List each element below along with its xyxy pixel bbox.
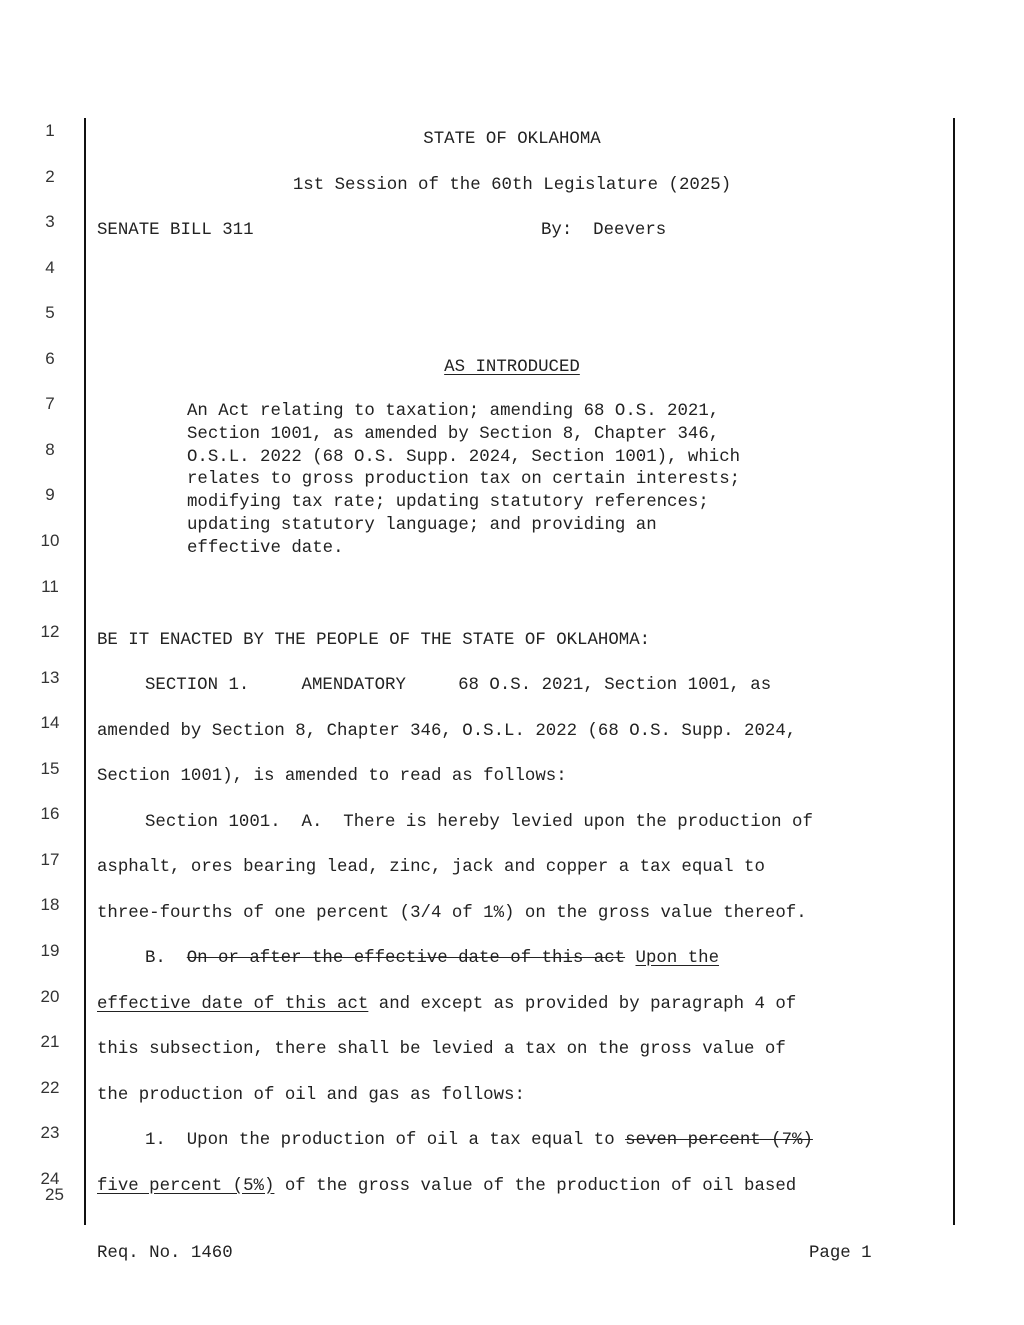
right-margin-rule <box>953 118 955 1225</box>
page-number: Page 1 <box>809 1244 872 1263</box>
enacting-clause: BE IT ENACTED BY THE PEOPLE OF THE STATE OF OKLAHOMA: <box>97 631 651 650</box>
cut-off-line-number: 25 <box>45 1185 64 1204</box>
body-text: 1. Upon the production of oil a tax equal to <box>145 1131 626 1150</box>
line-number: 11 <box>41 577 59 596</box>
state-heading: STATE OF OKLAHOMA <box>423 130 601 149</box>
line-number: 1 <box>45 121 55 140</box>
line-number: 15 <box>40 759 60 778</box>
body-line-24 <box>97 1176 796 1198</box>
line-number: 13 <box>40 668 60 687</box>
bill-author: By: Deevers <box>541 221 667 240</box>
line-number: 5 <box>45 303 55 322</box>
line-number: 8 <box>45 440 55 459</box>
body-line-14: amended by Section 8, Chapter 346, O.S.L. 2022 (68 O.S. Supp. 2024, <box>97 722 797 741</box>
body-line-20 <box>97 994 796 1016</box>
subsection-label: B. <box>145 949 187 968</box>
line-number: 19 <box>40 941 60 960</box>
added-text: effective date of this act <box>97 995 369 1014</box>
body-line-17: asphalt, ores bearing lead, zinc, jack and copper a tax equal to <box>97 858 765 877</box>
bill-title: An Act relating to taxation; amending 68 O.S. 2021, Section 1001, as amended by Section 8, Chapter 346, O.S.L. 2022 (68 O.S. Supp. 2024, Section 1001), which relates to gross production tax on certain interests; modifying tax rate; updating statutory references; updating statutory language; and providing an effective date. <box>187 402 741 558</box>
request-number: Req. No. 1460 <box>97 1244 233 1263</box>
line-number: 14 <box>40 713 60 732</box>
line-number: 10 <box>40 531 60 550</box>
left-margin-rule <box>84 118 86 1225</box>
body-line-22: the production of oil and gas as follows: <box>97 1086 525 1105</box>
line-number: 7 <box>45 394 55 413</box>
line-number: 3 <box>45 212 55 231</box>
status-label: AS INTRODUCED <box>444 358 580 377</box>
line-number: 22 <box>40 1078 60 1097</box>
line-number: 2 <box>45 167 55 186</box>
line-number: 20 <box>40 987 60 1006</box>
added-text: five percent (5%) <box>97 1177 275 1196</box>
bill-number: SENATE BILL 311 <box>97 221 254 240</box>
body-text: and except as provided by paragraph 4 of <box>368 995 797 1014</box>
struck-text: On or after the effective date of this act <box>186 949 626 968</box>
struck-text: seven percent (7%) <box>625 1131 813 1150</box>
line-number: 24 <box>40 1169 60 1188</box>
status-heading <box>97 357 927 379</box>
line-number: 6 <box>45 349 55 368</box>
line-number: 23 <box>40 1123 60 1142</box>
body-line-16: Section 1001. A. There is hereby levied upon the production of <box>145 813 813 832</box>
body-line-15: Section 1001), is amended to read as follows: <box>97 767 567 786</box>
body-line-21: this subsection, there shall be levied a tax on the gross value of <box>97 1040 786 1059</box>
line-number: 9 <box>45 485 55 504</box>
body-line-18: three-fourths of one percent (3/4 of 1%) on the gross value thereof. <box>97 904 807 923</box>
body-line-19 <box>145 948 719 970</box>
line-number: 17 <box>40 850 60 869</box>
line-number: 21 <box>40 1032 60 1051</box>
line-number: 4 <box>45 258 55 277</box>
session-heading: 1st Session of the 60th Legislature (2025) <box>292 176 732 195</box>
body-line-13: SECTION 1. AMENDATORY 68 O.S. 2021, Section 1001, as <box>145 676 772 695</box>
line-number: 12 <box>40 622 60 641</box>
line-number: 16 <box>40 804 60 823</box>
added-text: Upon the <box>635 949 720 968</box>
line-number: 18 <box>40 895 60 914</box>
body-text: of the gross value of the production of oil based <box>274 1177 797 1196</box>
body-line-23 <box>145 1130 813 1152</box>
